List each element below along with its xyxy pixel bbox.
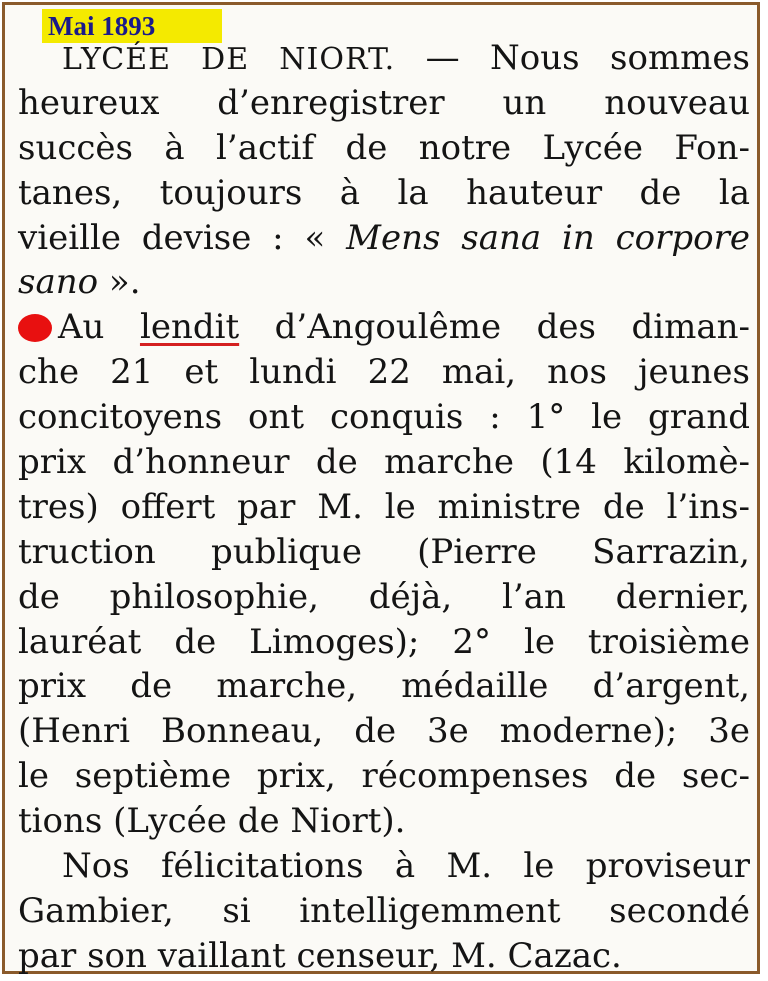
article-line: (Henri Bonneau, de 3e moderne); 3e [18,711,750,752]
article-line: par son vaillant censeur, M. Cazac. [18,935,622,976]
date-label: Mai 1893 [42,9,222,43]
latin-motto-end: sano [18,262,99,303]
red-dot-marker [18,314,52,342]
article-line [18,216,750,261]
article-line: prix de marche, médaille d’argent, [18,666,750,707]
line-text: vieille devise : « [18,217,347,258]
article-line: succès à l’actif de notre Lycée Fon- [18,127,750,168]
newspaper-article [18,36,750,979]
article-line [18,36,750,81]
underlined-word-lendit: lendit [139,307,240,348]
article-line: concitoyens ont conquis : 1° le grand [18,397,750,438]
line-text: Au [58,307,140,348]
line-text: ». [98,262,141,303]
line-text: — Nous sommes [395,38,750,78]
article-line: prix d’honneur de marche (14 kilomè- [18,442,750,483]
article-line: le septième prix, récompenses de sec- [18,756,750,797]
article-heading: LYCÉE DE NIORT. [62,42,396,77]
article-line [18,260,750,305]
article-line: lauréat de Limoges); 2° le troisième [18,621,750,662]
line-text: d’Angoulême des diman- [239,307,750,348]
article-line: heureux d’enregistrer un nouveau [18,82,750,123]
latin-motto: Mens sana in corpore [346,217,750,258]
article-line: che 21 et lundi 22 mai, nos jeunes [18,352,750,393]
article-line: Gambier, si intelligemment secondé [18,890,750,931]
article-line: tanes, toujours à la hauteur de la [18,172,750,213]
article-line: tres) offert par M. le ministre de l’ins- [18,486,750,527]
article-line: tions (Lycée de Niort). [18,801,406,842]
article-line: Nos félicitations à M. le proviseur [62,846,750,887]
article-line: truction publique (Pierre Sarrazin, [18,531,750,572]
article-line: de philosophie, déjà, l’an dernier, [18,576,750,617]
article-line [18,305,750,350]
